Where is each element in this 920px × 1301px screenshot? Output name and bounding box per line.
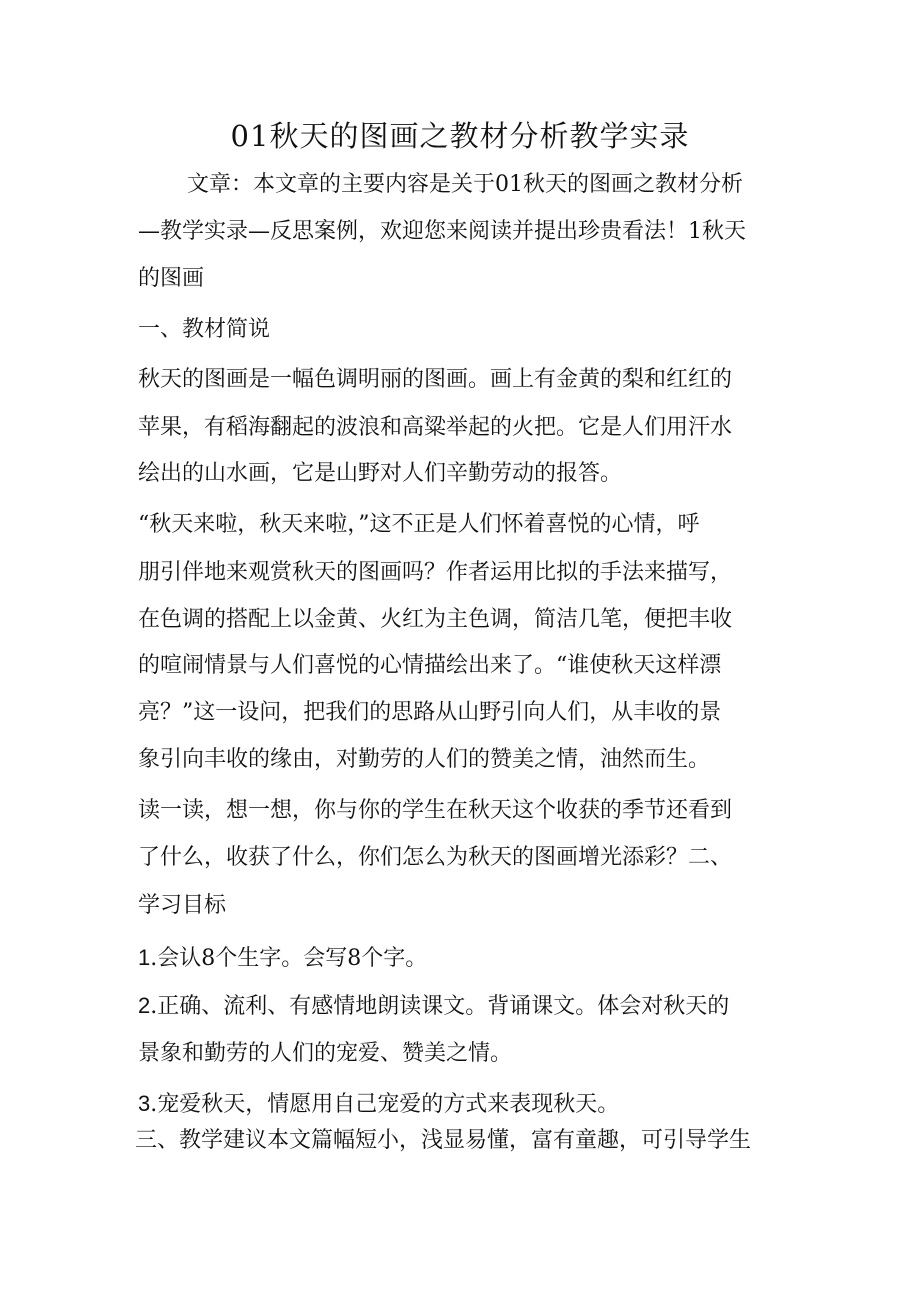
goal-number: 1 xyxy=(138,945,151,970)
goal-item-2-continued: 景象和勤劳的人们的宠爱、赞美之情。 xyxy=(138,1041,513,1066)
section3-line: 三、教学建议本文篇幅短小，浅显易懂，富有童趣，可引导学生 xyxy=(135,1128,752,1153)
para2-line-1: “秋天来啦，秋天来啦，”这不正是人们怀着喜悦的心情，呼 xyxy=(138,512,700,537)
para2-line-2: 朋引伴地来观赏秋天的图画吗？作者运用比拟的手法来描写， xyxy=(138,560,733,585)
para2-line-5: 亮？”这一设问，把我们的思路从山野引向人们，从丰收的景 xyxy=(138,700,722,725)
goal-item-2 xyxy=(138,991,729,1022)
intro-line-3: 的图画 xyxy=(138,266,205,291)
goal-item-1 xyxy=(138,943,427,974)
goal-number: 2 xyxy=(138,993,151,1018)
para1-line-3: 绘出的山水画，它是山野对人们辛勤劳动的报答。 xyxy=(138,461,623,486)
para3-line-3: 学习目标 xyxy=(138,893,227,918)
goal-item-3 xyxy=(138,1089,619,1120)
intro-line-2: —教学实录—反思案例，欢迎您来阅读并提出珍贵看法！1秋天 xyxy=(138,219,746,244)
goal-text: .会认8个生字。会写8个字。 xyxy=(150,946,428,971)
intro-line-1: 文章：本文章的主要内容是关于01秋天的图画之教材分析 xyxy=(187,172,743,197)
para3-line-2: 了什么，收获了什么，你们怎么为秋天的图画增光添彩？二、 xyxy=(138,845,733,870)
para1-line-1: 秋天的图画是一幅色调明丽的图画。画上有金黄的梨和红红的 xyxy=(138,367,733,392)
para1-line-2: 苹果，有稻海翻起的波浪和高粱举起的火把。它是人们用汗水 xyxy=(138,415,733,440)
page-title: 01秋天的图画之教材分析教学实录 xyxy=(230,119,690,153)
goal-text: .宠爱秋天，情愿用自己宠爱的方式来表现秋天。 xyxy=(150,1092,620,1117)
para2-line-3: 在色调的搭配上以金黄、火红为主色调，简洁几笔，便把丰收 xyxy=(138,607,733,632)
para3-line-1: 读一读，想一想，你与你的学生在秋天这个收获的季节还看到 xyxy=(138,798,733,823)
para2-line-6: 象引向丰收的缘由，对勤劳的人们的赞美之情，油然而生。 xyxy=(138,747,711,772)
section-heading-1: 一、教材简说 xyxy=(138,317,271,342)
goal-text: .正确、流利、有感情地朗读课文。背诵课文。体会对秋天的 xyxy=(150,994,730,1019)
para2-line-4: 的喧闹情景与人们喜悦的心情描绘出来了。“谁使秋天这样漂 xyxy=(138,653,722,678)
goal-number: 3 xyxy=(138,1091,151,1116)
